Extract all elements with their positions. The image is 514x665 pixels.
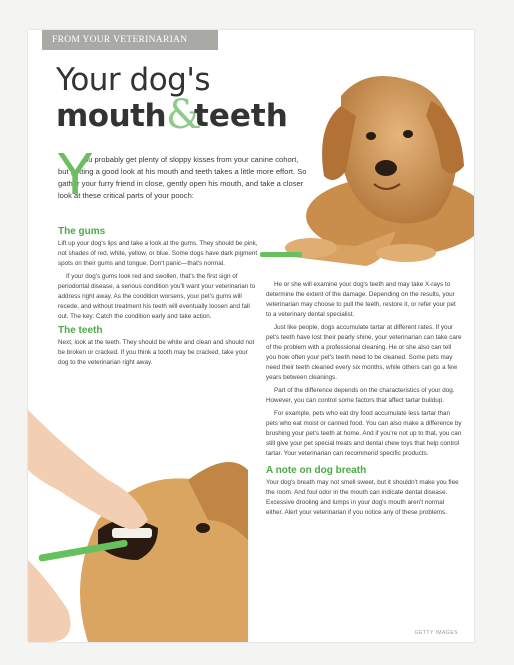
teeth-paragraph-1: Next, look at the teeth. They should be white and clean and should not be broken or cracked. If you think a tooth may be cracked, take your dog to the veterinarian right away. [58,339,255,366]
intro-paragraph [58,143,310,208]
section-tag: FROM YOUR VETERINARIAN [42,30,218,50]
right-paragraph-4: For example, pets who eat dry food accumulate less tartar than pets who eat moist or canned food. You can also make a difference by brushing your pet's teeth at home. And if you're not up to that, you can still give your pet special treats and dental chew toys that help control tartar. Your veterinarian can recommend specific products. [266,410,462,457]
heading-dog-breath: A note on dog breath [266,465,367,476]
toothbrushing-photo [28,410,248,642]
title-line-1: Your dog's [56,62,211,98]
title-word-teeth: teeth [194,98,288,134]
drop-cap: Y [58,143,93,208]
title-ampersand: & [166,92,202,138]
breath-paragraph-1: Your dog's breath may not smell sweet, but it shouldn't make you flee the room. And foul odor in the mouth can indicate dental disease. Excessive drooling and lumps in your dog's mouth aren't normal either. Alert your veterinarian if you notice any of these problems. [266,479,459,516]
photo-credit: GETTY IMAGES [414,630,458,636]
title-word-mouth: mouth [56,98,167,134]
right-paragraph-2: Just like people, dogs accumulate tartar at different rates. If your pet's teeth have lost their pearly shine, your veterinarian can take care of the problem with a professional cleaning. He or she also can tell you how often your pet's teeth need to be cleaned. Some pets may need their teeth cleaned every six months, while others can go a few years between cleanings. [266,324,462,381]
right-column [266,280,462,521]
left-column [58,226,258,371]
gums-paragraph-2: If your dog's gums look red and swollen, that's the first sign of periodontal disease, a serious condition you'll want your veterinarian to address right away. As the condition worsens, your pet's gums will recede, and without treatment his teeth will eventually loosen and fall out. The key: Catch the condition early and take action. [58,273,256,320]
intro-text: ou probably get plenty of sloppy kisses from your canine cohort, but getting a good look at his mouth and teeth takes a little more effort. So gather your furry friend in close, gently open his mouth, and take a closer look at these critical parts of your pooch: [58,155,307,200]
heading-gums: The gums [58,226,106,237]
gums-paragraph-1: Lift up your dog's lips and take a look at the gums. They should be pink, not shades of red, white, yellow, or blue. Some dogs have dark pigment spots on their gums and tongue. Don't panic—that's normal. [58,240,258,267]
right-paragraph-3: Part of the difference depends on the characteristics of your dog. However, you can control some factors that affect tartar buildup. [266,387,455,404]
heading-teeth: The teeth [58,325,103,336]
magazine-page [28,30,474,642]
right-paragraph-1: He or she will examine your dog's teeth and may take X-rays to determine the extent of the damage. Depending on the results, your veterinarian may choose to pull the teeth, restore it, or refer your pet to a veterinary dental specialist. [266,281,456,318]
